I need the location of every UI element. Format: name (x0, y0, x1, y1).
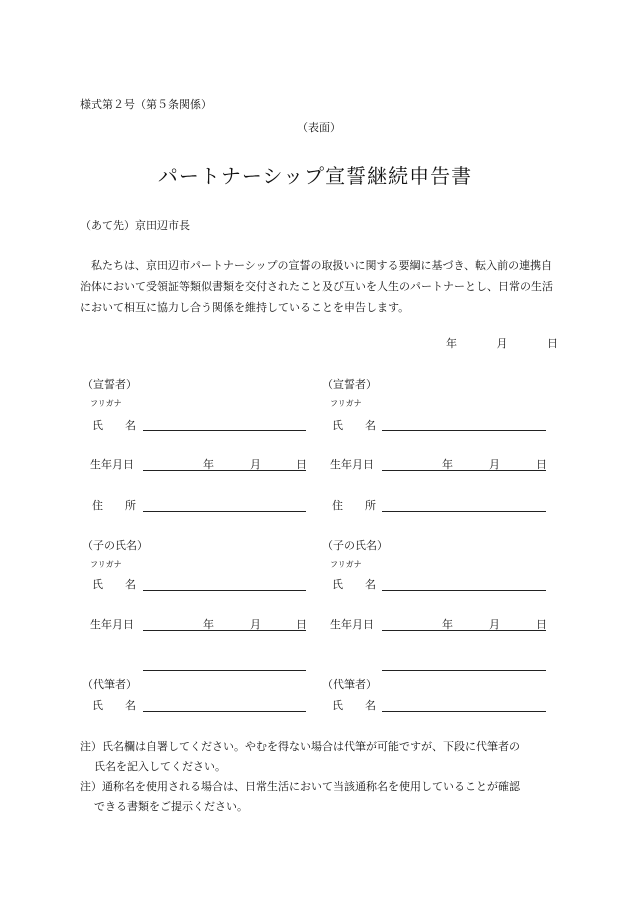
child-birth-field-right[interactable] (382, 630, 546, 631)
address-label-left: 住 所 (92, 499, 136, 512)
birth-month-left: 月 (250, 458, 261, 471)
furigana-label-right: フリガナ (330, 399, 362, 408)
page-title: パートナーシップ宣誓継続申告書 (157, 164, 473, 188)
proxy-heading-right: （代筆者） (322, 678, 377, 691)
child-birth-label-right: 生年月日 (330, 618, 374, 631)
proxy-name-label-left: 氏 名 (92, 699, 136, 712)
child-name-field-left[interactable] (143, 590, 306, 591)
child-birth-year-right: 年 (442, 618, 453, 631)
birth-field-right[interactable] (382, 470, 546, 471)
child-birth-day-left: 日 (296, 618, 307, 631)
birth-label-right: 生年月日 (330, 458, 374, 471)
birth-year-right: 年 (442, 458, 453, 471)
address-field-left[interactable] (143, 511, 306, 512)
note-1-line-2: 氏名を記入してください。 (94, 760, 226, 773)
child-name-label-left: 氏 名 (92, 578, 136, 591)
address-field-right[interactable] (382, 511, 546, 512)
addressee: （あて先）京田辺市長 (80, 219, 190, 232)
birth-month-right: 月 (489, 458, 500, 471)
form-number: 様式第２号（第５条関係） (80, 98, 212, 111)
child-name-label-right: 氏 名 (332, 578, 376, 591)
birth-field-left[interactable] (143, 470, 306, 471)
name-label-left: 氏 名 (92, 419, 136, 432)
child-birth-label-left: 生年月日 (90, 618, 134, 631)
name-label-right: 氏 名 (332, 419, 376, 432)
note-2-line-1: 注）通称名を使用される場合は、日常生活において当該通称名を使用していることが確認 (80, 780, 520, 793)
child-name-field-right[interactable] (382, 590, 546, 591)
child-birth-year-left: 年 (203, 618, 214, 631)
child-birth-month-right: 月 (489, 618, 500, 631)
name-field-left[interactable] (143, 430, 306, 431)
declarant-heading-left: （宣誓者） (82, 378, 137, 391)
date-year-label: 年 (446, 337, 457, 350)
note-2 (80, 777, 520, 817)
birth-label-left: 生年月日 (90, 458, 134, 471)
proxy-name-field-right[interactable] (382, 711, 546, 712)
proxy-heading-left: （代筆者） (82, 678, 137, 691)
note-1 (80, 737, 520, 777)
child-birth-month-left: 月 (250, 618, 261, 631)
date-day-label: 日 (547, 337, 558, 350)
furigana-label-left: フリガナ (90, 399, 122, 408)
child-furigana-label-left: フリガナ (90, 560, 122, 569)
proxy-name-label-right: 氏 名 (332, 699, 376, 712)
extra-field-right[interactable] (382, 670, 546, 671)
note-2-line-2: できる書類をご提示ください。 (94, 800, 248, 813)
child-heading-left: （子の氏名） (82, 539, 148, 552)
birth-day-left: 日 (296, 458, 307, 471)
child-birth-day-right: 日 (536, 618, 547, 631)
note-1-line-1: 注）氏名欄は自署してください。やむを得ない場合は代筆が可能ですが、下段に代筆者の (80, 740, 520, 753)
proxy-name-field-left[interactable] (143, 711, 306, 712)
child-heading-right: （子の氏名） (322, 539, 388, 552)
child-furigana-label-right: フリガナ (330, 560, 362, 569)
child-birth-field-left[interactable] (143, 630, 306, 631)
side-label: （表面） (297, 121, 341, 134)
declarant-heading-right: （宣誓者） (322, 378, 377, 391)
notes (80, 737, 520, 817)
submission-date (446, 335, 558, 351)
birth-day-right: 日 (536, 458, 547, 471)
name-field-right[interactable] (382, 430, 546, 431)
date-month-label: 月 (496, 337, 508, 350)
birth-year-left: 年 (203, 458, 214, 471)
address-label-right: 住 所 (332, 499, 376, 512)
extra-field-left[interactable] (143, 670, 306, 671)
declaration-text: 私たちは、京田辺市パートナーシップの宣誓の取扱いに関する要綱に基づき、転入前の連携自治体において受領証等類似書類を交付されたこと及び互いを人生のパートナーとし、日常の生活において相互に協力し合う関係を維持していることを申告します。 (80, 259, 553, 314)
